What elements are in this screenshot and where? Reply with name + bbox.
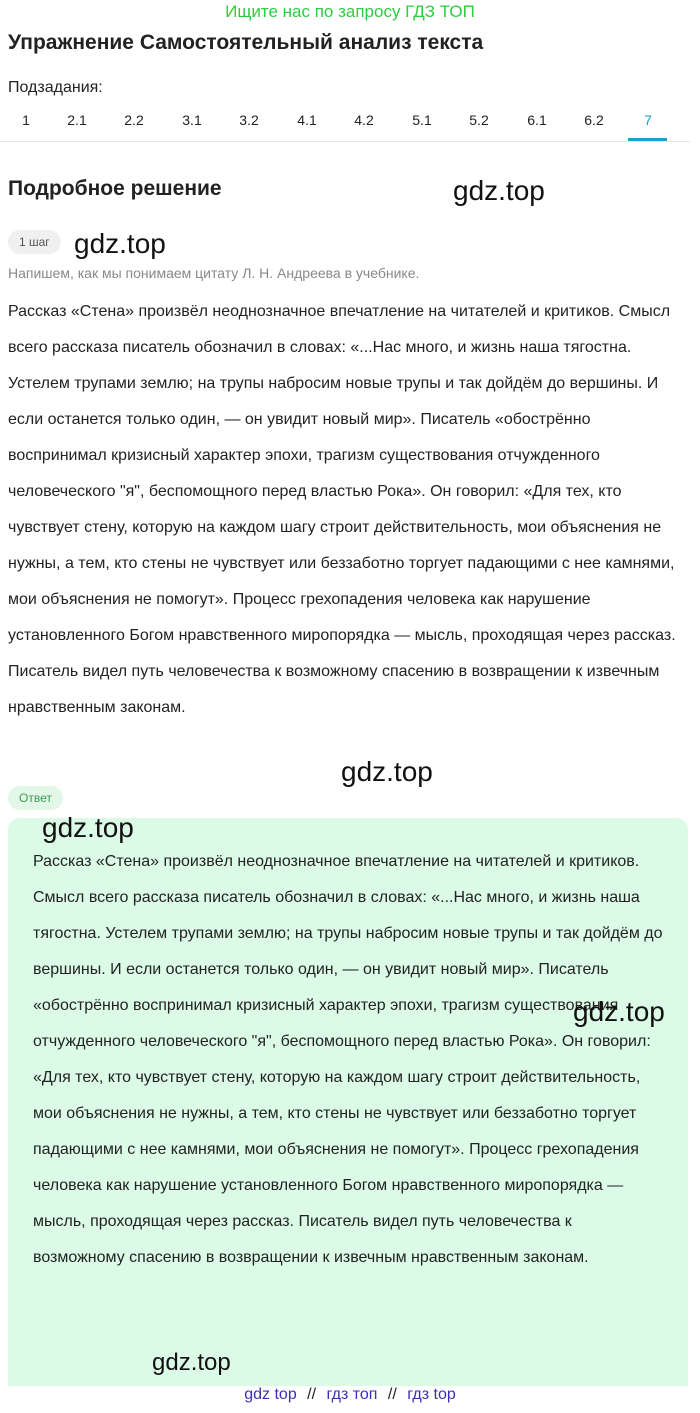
- step-hint: Напишем, как мы понимаем цитату Л. Н. Андреева в учебнике.: [8, 265, 420, 281]
- subtask-tab-3-2[interactable]: 3.2: [239, 112, 259, 128]
- answer-text: Рассказ «Стена» произвёл неоднозначное впечатление на читателей и критиков. Смысл всего рассказа писатель обозначил в словах: «...Нас много, и жизнь наша тягостна. Устелем трупами землю; на трупы набросим новые трупы и так дойдём до вершины. И если останется только один, — он увидит новый мир». Писатель «обострённо воспринимал кризисный характер эпохи, трагизм существования отчужденного человеческого "я", беспомощного перед властью Рока». Он говорил: «Для тех, кто чувствует стену, которую на каждом шагу строит действительность, мои объяснения не нужны, а тем, кто стены не чувствует или беззаботно торгует падающими с нее камнями, мои объяснения не помогут». Процесс грехопадения человека как нарушение установленного Богом нравственного миропорядка — мысль, проходящая через рассказ. Писатель видел путь человечества к возможному спасению в возвращении к извечным нравственным законам.: [33, 853, 663, 1266]
- watermark: gdz.top: [74, 228, 166, 259]
- footer-link-gdz-top-ru[interactable]: гдз топ: [326, 1386, 378, 1403]
- watermark: gdz.top: [152, 1349, 231, 1376]
- subtask-tab-5-2[interactable]: 5.2: [469, 112, 489, 128]
- watermark: gdz.top: [341, 756, 433, 787]
- subtask-tab-4-1[interactable]: 4.1: [297, 112, 317, 128]
- footer-link-gdz-top[interactable]: gdz top: [244, 1386, 297, 1403]
- subtasks-tabs: [0, 103, 690, 142]
- solution-text: Рассказ «Стена» произвёл неоднозначное впечатление на читателей и критиков. Смысл всего рассказа писатель обозначил в словах: «...Нас много, и жизнь наша тягостна. Устелем трупами землю; на трупы набросим новые трупы и так дойдём до вершины. И если останется только один, — он увидит новый мир». Писатель «обострённо воспринимал кризисный характер эпохи, трагизм существования отчужденного человеческого "я", беспомощного перед властью Рока». Он говорил: «Для тех, кто чувствует стену, которую на каждом шагу строит действительность, мои объяснения не нужны, а тем, кто стены не чувствует или беззаботно торгует падающими с нее камнями, мои объяснения не помогут». Процесс грехопадения человека как нарушение установленного Богом нравственного миропорядка — мысль, проходящая через рассказ. Писатель видел путь человечества к возможному спасению в возвращении к извечным нравственным законам.: [8, 303, 676, 716]
- search-banner: Ищите нас по запросу ГДЗ ТОП: [225, 2, 475, 21]
- subtask-tab-7[interactable]: 7: [644, 112, 652, 128]
- page-title: Упражнение Самостоятельный анализ текста: [8, 31, 484, 54]
- footer-separator: //: [307, 1386, 317, 1403]
- footer-separator: //: [387, 1386, 397, 1403]
- subtasks-label: Подзадания:: [8, 79, 103, 96]
- subtask-tab-6-1[interactable]: 6.1: [527, 112, 547, 128]
- subtask-tab-3-1[interactable]: 3.1: [182, 112, 202, 128]
- subtask-tab-2-1[interactable]: 2.1: [67, 112, 87, 128]
- subtask-tab-2-2[interactable]: 2.2: [124, 112, 144, 128]
- active-tab-indicator: [628, 138, 667, 141]
- subtask-tab-1[interactable]: 1: [22, 112, 30, 128]
- step-badge: 1 шаг: [8, 230, 61, 254]
- subtask-tab-4-2[interactable]: 4.2: [354, 112, 374, 128]
- solution-heading: Подробное решение: [8, 177, 222, 200]
- watermark: gdz.top: [573, 996, 665, 1027]
- answer-badge: Ответ: [8, 786, 63, 810]
- subtask-tab-5-1[interactable]: 5.1: [412, 112, 432, 128]
- footer-links: [0, 1386, 700, 1404]
- watermark: gdz.top: [42, 812, 134, 843]
- subtask-tab-6-2[interactable]: 6.2: [584, 112, 604, 128]
- watermark: gdz.top: [453, 175, 545, 206]
- footer-link-gdz-top-mixed[interactable]: гдз top: [407, 1386, 456, 1403]
